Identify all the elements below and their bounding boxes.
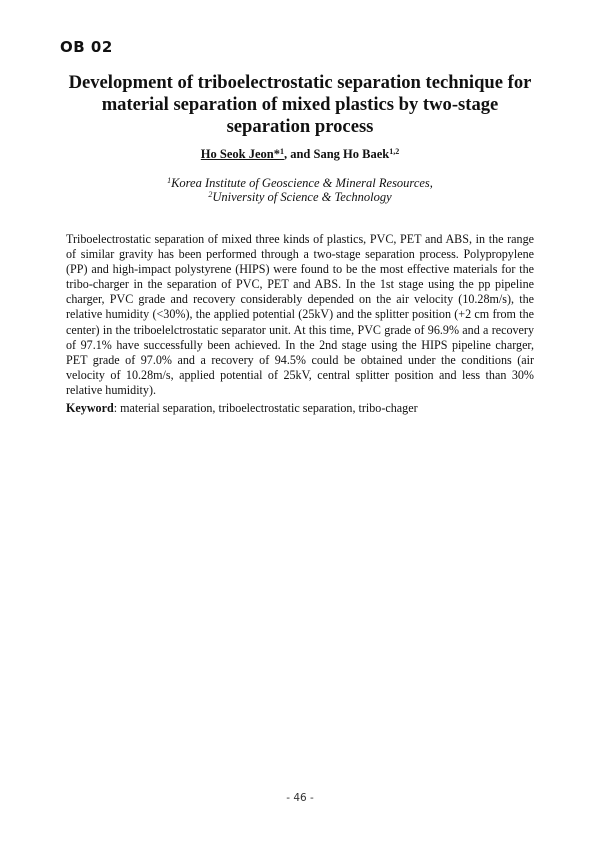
affiliation-2-sup: 2 (208, 190, 213, 199)
page-number: - 46 - (286, 792, 314, 804)
paper-title: Development of triboelectrostatic separation technique for material separation of mixed plastics by two-stage separation process (68, 72, 532, 137)
keyword-label: Keyword (66, 401, 114, 415)
affiliation-1 (0, 176, 600, 191)
author-separator: , and (283, 147, 314, 161)
author-first (201, 147, 284, 161)
affiliation-2 (0, 190, 600, 205)
affiliation-2-text: University of Science & Technology (212, 190, 392, 204)
keyword-line (66, 401, 534, 416)
author-second-name: Sang Ho Baek (313, 147, 390, 161)
affiliation-1-text: Korea Institute of Geoscience & Mineral Resources, (171, 176, 433, 190)
keyword-text: : material separation, triboelectrostatic separation, tribo-chager (113, 401, 418, 415)
author-first-sup: 1 (279, 147, 284, 156)
author-line (0, 147, 600, 162)
session-code: OB 02 (60, 38, 113, 56)
abstract: Triboelectrostatic separation of mixed three kinds of plastics, PVC, PET and ABS, in the range of similar gravity has been performed through a two-stage separation process. Polypropylene (PP) and high-impact polystyrene (HIPS) were found to be the most effective materials for the tribo-charger in the separation of PVC, PET and ABS. In the 1st stage using the pp pipeline charger, PVC grade and recovery considerably depended on the air velocity (10.28m/s), the relative humidity (<30%), the applied potential (25kV) and the splitter position (+2 cm from the center) in the triboelelctrostatic separator unit. At this time, PVC grade of 96.9% and a recovery of 97.1% have successfully been achieved. In the 2nd stage using the HIPS pipeline charger, PET grade of 97.0% and a recovery of 94.5% could be obtained under the conditions (air velocity of 10.28m/s, applied potential of 25kV, central splitter position and less than 30% relative humidity). (66, 232, 534, 397)
affiliation-1-sup: 1 (167, 176, 172, 185)
author-second-sup: 1,2 (389, 147, 400, 156)
author-first-name: Ho Seok Jeon* (200, 147, 280, 161)
